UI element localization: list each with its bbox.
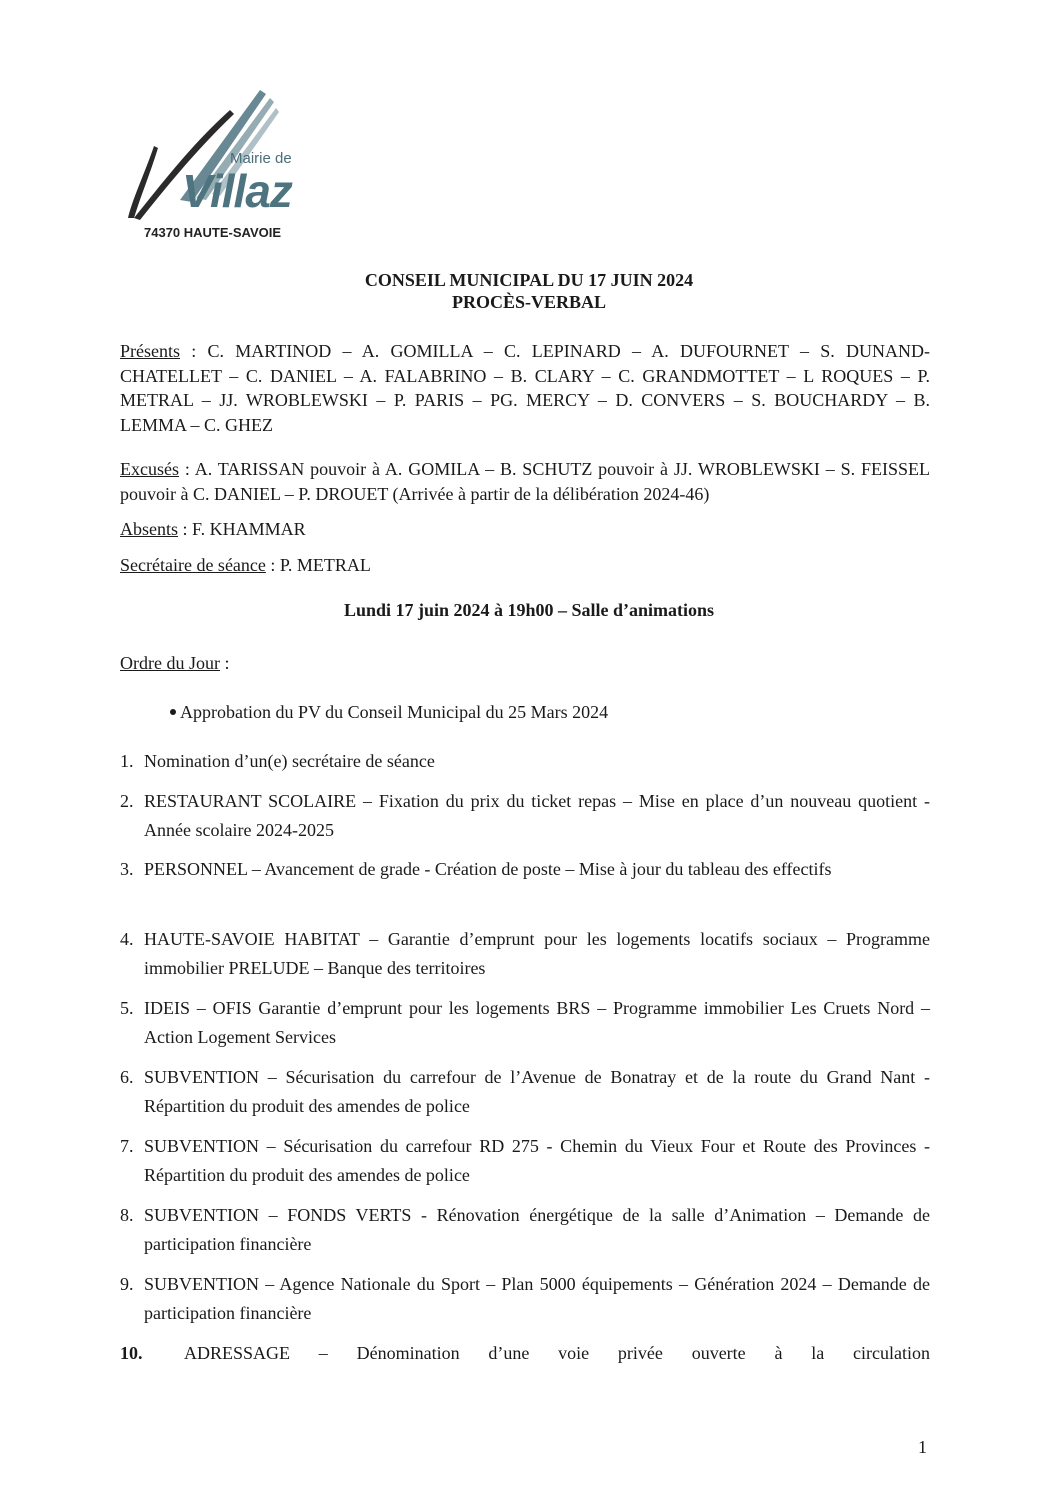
bullet-item — [170, 702, 608, 723]
agenda-item-text: SUBVENTION – Agence Nationale du Sport – Plan 5000 équipements – Génération 2024 – Demande de participation financière — [144, 1274, 930, 1323]
presents-label: Présents — [120, 341, 180, 361]
agenda-item — [120, 1339, 930, 1368]
agenda-item-text: SUBVENTION – FONDS VERTS - Rénovation énergétique de la salle d’Animation – Demande de participation financière — [144, 1205, 930, 1254]
excuses-label: Excusés — [120, 459, 179, 479]
agenda-item-number: 10. — [120, 1343, 143, 1363]
agenda-item-text: SUBVENTION – Sécurisation du carrefour de l’Avenue de Bonatray et de la route du Grand Nant - Répartition du produit des amendes de police — [144, 1067, 930, 1116]
agenda-item-number: 2. — [120, 791, 134, 811]
bullet-icon — [170, 709, 176, 715]
page-number: 1 — [918, 1437, 927, 1457]
agenda-item-text: RESTAURANT SCOLAIRE – Fixation du prix du ticket repas – Mise en place d’un nouveau quotient - Année scolaire 2024-2025 — [144, 791, 930, 840]
agenda-item — [120, 747, 930, 776]
presents-text: : C. MARTINOD – A. GOMILLA – C. LEPINARD – A. DUFOURNET – S. DUNAND-CHATELLET – C. DANIEL – A. FALABRINO – B. CLARY – C. GRANDMOTTET – L ROQUES – P. METRAL – JJ. WROBLEWSKI – P. PARIS – PG. MERCY – D. CONVERS – S. BOUCHARDY – B. LEMMA – C. GHEZ — [120, 341, 930, 435]
agenda-item-text: Nomination d’un(e) secrétaire de séance — [144, 751, 435, 771]
agenda-item-text: IDEIS – OFIS Garantie d’emprunt pour les logements BRS – Programme immobilier Les Cruets Nord – Action Logement Services — [144, 998, 930, 1047]
agenda-item — [120, 1270, 930, 1328]
agenda-item-number: 1. — [120, 751, 134, 771]
agenda-item — [120, 1132, 930, 1190]
agenda-item — [120, 925, 930, 983]
mairie-logo — [120, 90, 320, 250]
agenda-item — [120, 1063, 930, 1121]
logo-villaz: Villaz — [182, 165, 292, 217]
secretaire-section — [120, 553, 930, 578]
agenda-item-number: 3. — [120, 859, 134, 879]
agenda-item-number: 9. — [120, 1274, 134, 1294]
agenda-item-number: 5. — [120, 998, 134, 1018]
meeting-info: Lundi 17 juin 2024 à 19h00 – Salle d’animations — [343, 600, 715, 620]
bullet-text: Approbation du PV du Conseil Municipal du 25 Mars 2024 — [180, 702, 609, 722]
agenda-item-text: SUBVENTION – Sécurisation du carrefour RD 275 - Chemin du Vieux Four et Route des Provinces - Répartition du produit des amendes de police — [144, 1136, 930, 1185]
presents-section — [120, 339, 930, 437]
agenda-item — [120, 787, 930, 845]
secretaire-label: Secrétaire de séance — [120, 555, 266, 575]
absents-section — [120, 517, 930, 542]
agenda-item — [120, 1201, 930, 1259]
secretaire-text: : P. METRAL — [265, 555, 371, 575]
ordre-du-jour-heading — [120, 653, 230, 674]
agenda-item-number: 7. — [120, 1136, 134, 1156]
absents-label: Absents — [120, 519, 178, 539]
excuses-text: : A. TARISSAN pouvoir à A. GOMILA – B. SCHUTZ pouvoir à JJ. WROBLEWSKI – S. FEISSEL pouvoir à C. DANIEL – P. DROUET (Arrivée à partir de la délibération 2024-46) — [120, 459, 930, 504]
ordre-du-jour-suffix: : — [219, 653, 230, 673]
absents-text: : F. KHAMMAR — [178, 519, 306, 539]
document-subtitle: PROCÈS-VERBAL — [451, 292, 607, 312]
logo-mairie-de: Mairie de — [230, 150, 292, 167]
agenda-item-number: 6. — [120, 1067, 134, 1087]
agenda-item-text: PERSONNEL – Avancement de grade - Création de poste – Mise à jour du tableau des effectifs — [144, 859, 832, 879]
excuses-section — [120, 457, 930, 506]
agenda-item-number: 8. — [120, 1205, 134, 1225]
document-title: CONSEIL MUNICIPAL DU 17 JUIN 2024 — [364, 270, 694, 290]
logo-region: 74370 HAUTE-SAVOIE — [144, 225, 282, 240]
ordre-du-jour-label: Ordre du Jour — [120, 653, 220, 673]
agenda-item — [120, 855, 930, 884]
agenda-item-number: 4. — [120, 929, 134, 949]
agenda-item-text: HAUTE-SAVOIE HABITAT – Garantie d’emprunt pour les logements locatifs sociaux – Programme immobilier PRELUDE – Banque des territoires — [144, 929, 930, 978]
agenda-item — [120, 994, 930, 1052]
agenda-item-text: ADRESSAGE – Dénomination d’une voie privée ouverte à la circulation — [184, 1343, 930, 1363]
